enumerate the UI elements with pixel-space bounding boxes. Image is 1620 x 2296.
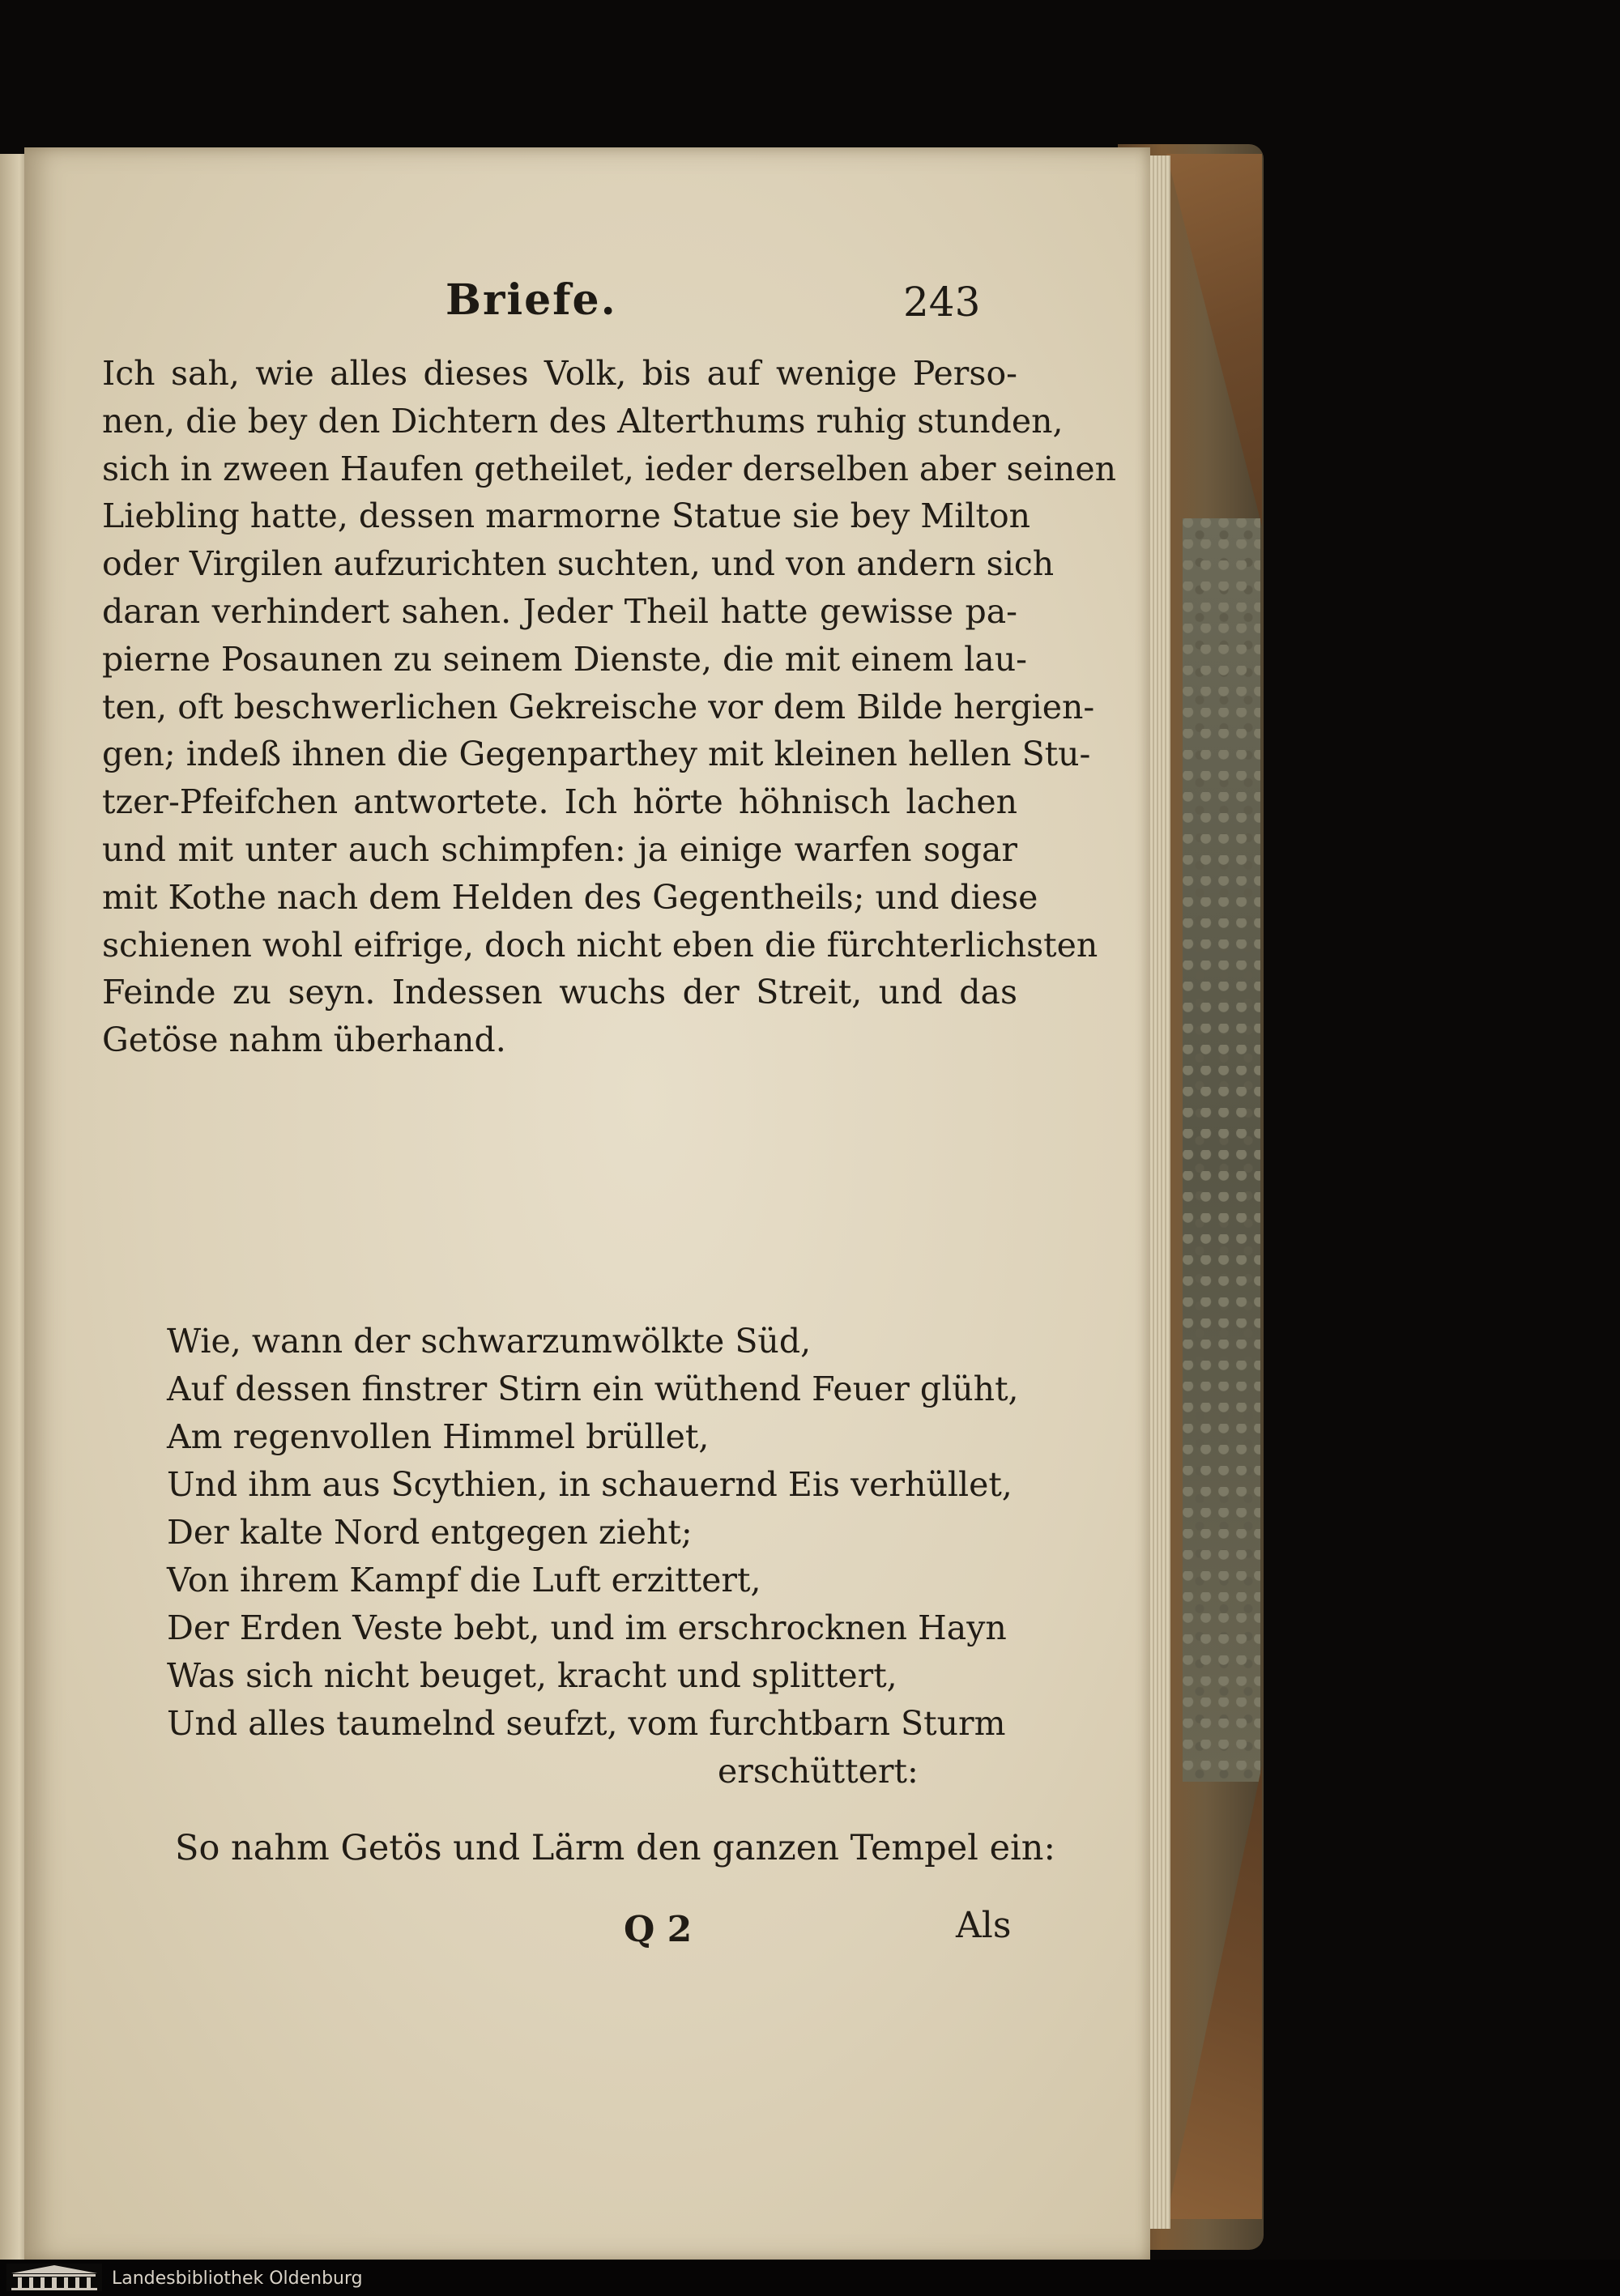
page-number: 243 bbox=[903, 279, 981, 326]
prose-line: daran verhindert sahen. Jeder Theil hatte gewisse pa- bbox=[102, 591, 1017, 631]
prose-line: schienen wohl eifrige, doch nicht eben die fürchterlichsten bbox=[102, 925, 1098, 965]
prose-line: Liebling hatte, dessen marmorne Statue sie bey Milton bbox=[102, 496, 1031, 536]
prose-line: ten, oft beschwerlichen Gekreische vor dem Bilde hergien- bbox=[102, 687, 1095, 726]
verse-line: Und alles taumelnd seufzt, vom furchtbarn Sturm bbox=[167, 1704, 1006, 1743]
prose-line: pierne Posaunen zu seinem Dienste, die mit einem lau- bbox=[102, 639, 1027, 679]
cover-marbled-board bbox=[1183, 518, 1260, 1782]
prose-line: Ich sah, wie alles dieses Volk, bis auf wenige Perso- bbox=[102, 354, 1017, 393]
verse-line: Am regenvollen Himmel brüllet, bbox=[167, 1417, 710, 1456]
prose-paragraph bbox=[102, 350, 1117, 1064]
prose-line: tzer-Pfeifchen antwortete. Ich hörte höhnisch lachen bbox=[102, 782, 1017, 822]
verse-line: Wie, wann der schwarzumwölkte Süd, bbox=[167, 1322, 812, 1361]
prose-line: sich in zween Haufen getheilet, ieder derselben aber seinen bbox=[102, 449, 1117, 488]
prose-line: nen, die bey den Dichtern des Alterthums ruhig stunden, bbox=[102, 401, 1064, 441]
verse-line: Was sich nicht beuget, kracht und splittert, bbox=[167, 1656, 897, 1695]
verse-line: Von ihrem Kampf die Luft erzittert, bbox=[167, 1561, 761, 1600]
verse-line: Und ihm aus Scythien, in schauernd Eis verhüllet, bbox=[167, 1465, 1013, 1504]
catchword: Als bbox=[956, 1905, 1012, 1946]
signature-mark: Q 2 bbox=[624, 1909, 693, 1950]
prose-line: und mit unter auch schimpfen: ja einige warfen sogar bbox=[102, 829, 1017, 869]
library-building-icon bbox=[6, 2264, 102, 2291]
library-name: Landesbibliothek Oldenburg bbox=[112, 2268, 363, 2289]
verse-continuation: erschüttert: bbox=[718, 1752, 919, 1791]
verse-line: Der Erden Veste bebt, und im erschrocknen Hayn bbox=[167, 1608, 1007, 1647]
prose-line: mit Kothe nach dem Helden des Gegentheils; und diese bbox=[102, 877, 1038, 917]
prose-line: oder Virgilen aufzurichten suchten, und von andern sich bbox=[102, 544, 1055, 584]
prose-line: gen; indeß ihnen die Gegenparthey mit kleinen hellen Stu- bbox=[102, 735, 1091, 774]
prose-line: Getöse nahm überhand. bbox=[102, 1020, 506, 1060]
prose-line: Feinde zu seyn. Indessen wuchs der Streit, und das bbox=[102, 973, 1017, 1012]
verse-line: Auf dessen finstrer Stirn ein wüthend Feuer glüht, bbox=[167, 1370, 1019, 1408]
verse-line: Der kalte Nord entgegen zieht; bbox=[167, 1513, 693, 1552]
running-head bbox=[24, 275, 1150, 340]
book-page bbox=[24, 147, 1150, 2261]
footer-bar bbox=[0, 2260, 1620, 2296]
verse-stanza bbox=[167, 1318, 1025, 1795]
closing-line: So nahm Getös und Lärm den ganzen Tempel ein: bbox=[175, 1828, 1055, 1868]
running-title: Briefe. bbox=[446, 275, 617, 325]
